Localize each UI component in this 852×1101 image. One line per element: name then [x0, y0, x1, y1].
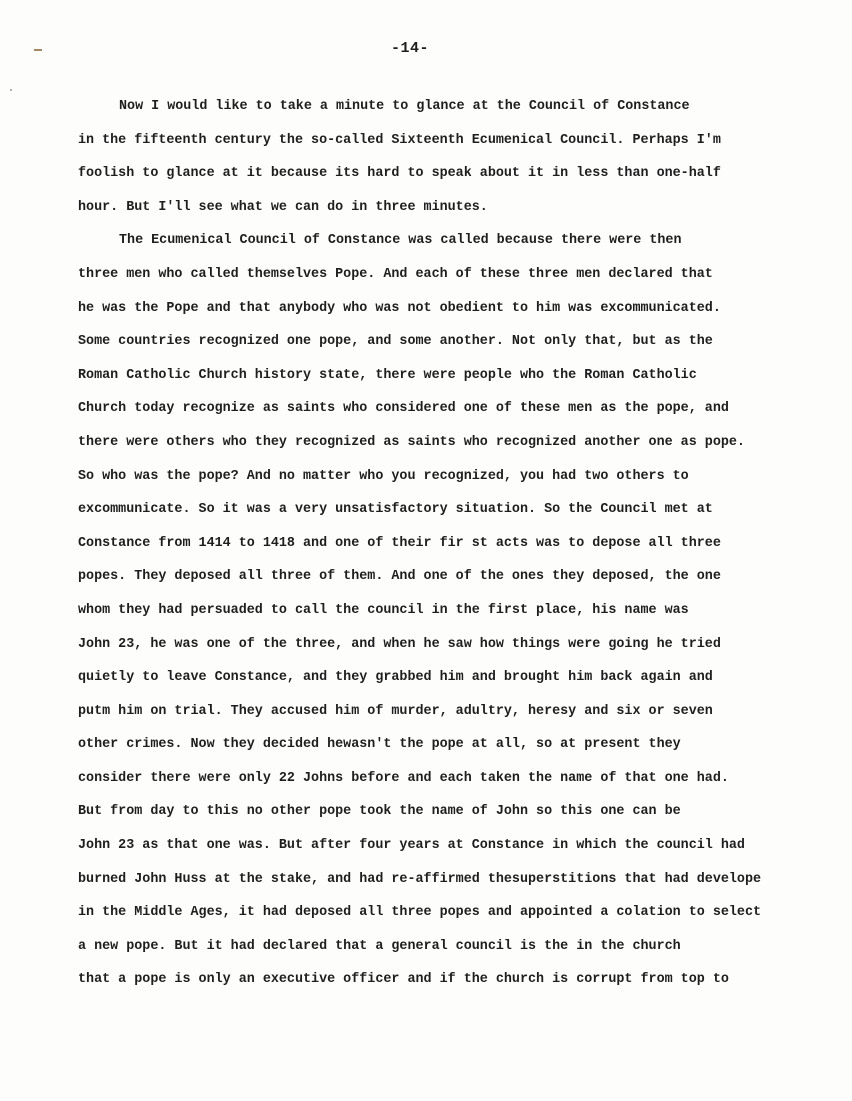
body-text — [78, 90, 808, 997]
text-line: whom they had persuaded to call the council in the first place, his name was — [78, 602, 689, 618]
text-line: foolish to glance at it because its hard to speak about it in less than one-half — [78, 166, 721, 182]
text-line: a new pope. But it had declared that a general council is the in the church — [78, 938, 681, 954]
text-line: Now I would like to take a minute to glance at the Council of Constance — [119, 99, 690, 114]
text-line: in the Middle Ages, it had deposed all three popes and appointed a colation to select — [78, 905, 762, 921]
text-line: other crimes. Now they decided hewasn't the pope at all, so at present they — [78, 737, 681, 753]
text-line: But from day to this no other pope took the name of John so this one can be — [78, 804, 681, 820]
text-line: consider there were only 22 Johns before and each taken the name of that one had. — [78, 770, 729, 786]
text-line: putm him on trial. They accused him of murder, adultry, heresy and six or seven — [78, 703, 713, 719]
page-number: -14- — [390, 40, 429, 57]
text-line: John 23 as that one was. But after four years at Constance in which the council had — [78, 838, 745, 854]
text-line: John 23, he was one of the three, and when he saw how things were going he tried — [78, 636, 721, 652]
margin-speck — [10, 89, 12, 91]
text-line: in the fifteenth century the so-called Sixteenth Ecumenical Council. Perhaps I'm — [78, 132, 721, 148]
text-line: So who was the pope? And no matter who you recognized, you had two others to — [78, 468, 689, 484]
text-line: The Ecumenical Council of Constance was called because there were then — [119, 233, 682, 249]
text-line: burned John Huss at the stake, and had re-affirmed thesuperstitions that had develope — [78, 871, 762, 887]
text-line: hour. But I'll see what we can do in three minutes. — [78, 199, 488, 215]
text-line: that a pope is only an executive officer and if the church is corrupt from top to — [78, 972, 729, 988]
text-line: three men who called themselves Pope. And each of these three men declared that — [78, 266, 713, 282]
text-line: there were others who they recognized as saints who recognized another one as pope. — [78, 434, 745, 450]
text-line: popes. They deposed all three of them. And one of the ones they deposed, the one — [78, 569, 721, 585]
text-line: Church today recognize as saints who considered one of these men as the pope, and — [78, 401, 729, 417]
text-line: he was the Pope and that anybody who was not obedient to him was excommunicated. — [78, 300, 721, 316]
text-line: excommunicate. So it was a very unsatisfactory situation. So the Council met at — [78, 502, 713, 518]
text-line: Roman Catholic Church history state, there were people who the Roman Catholic — [78, 367, 697, 383]
text-line: Some countries recognized one pope, and some another. Not only that, but as the — [78, 334, 713, 350]
text-line: quietly to leave Constance, and they grabbed him and brought him back again and — [78, 670, 713, 686]
text-line: Constance from 1414 to 1418 and one of their fir st acts was to depose all three — [78, 535, 721, 551]
